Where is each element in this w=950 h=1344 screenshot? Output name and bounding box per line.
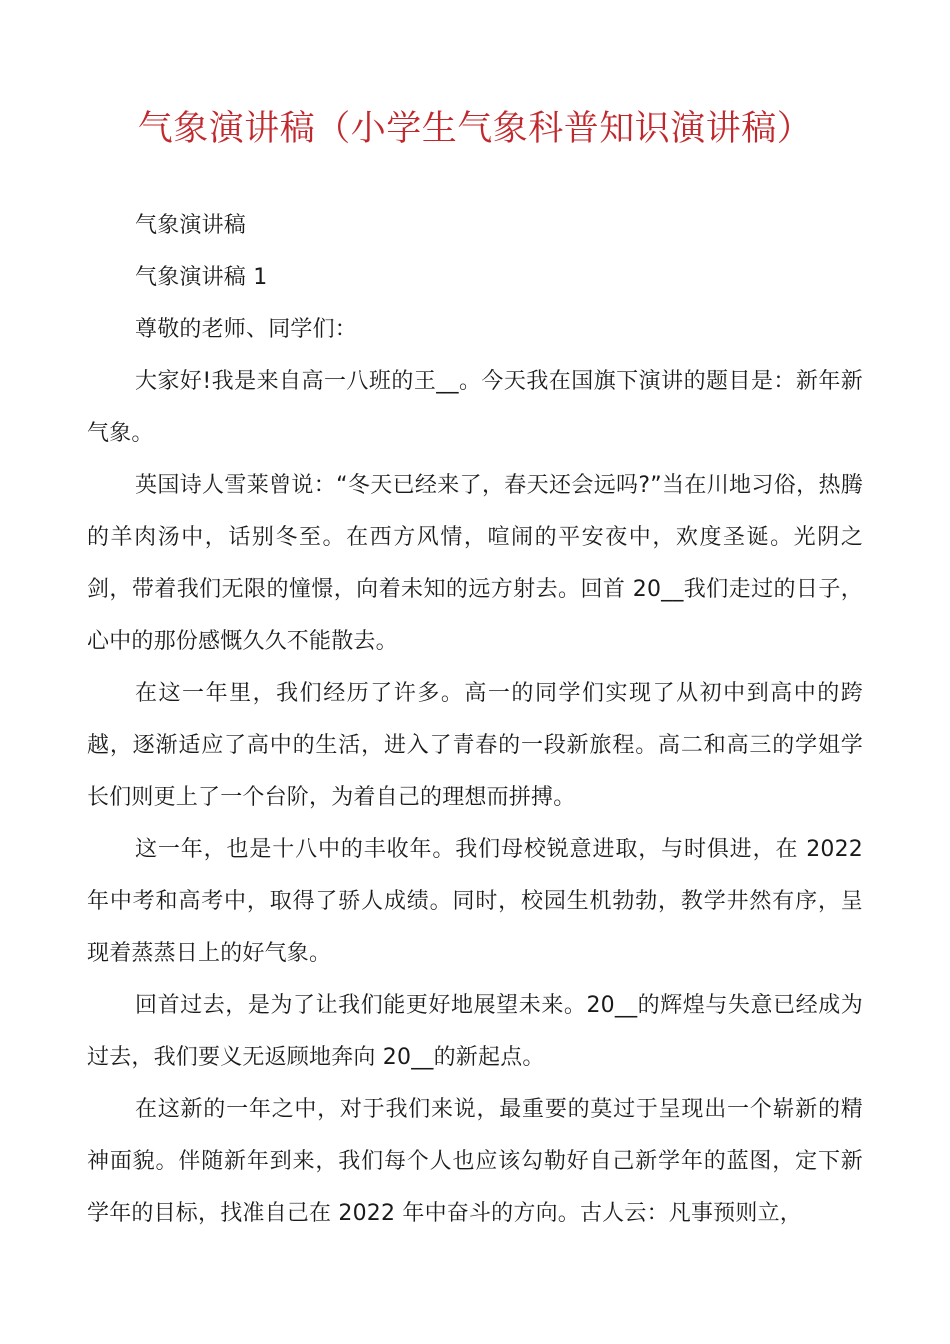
salutation: 尊敬的老师、同学们： bbox=[135, 317, 358, 342]
paragraph: 在这新的一年之中，对于我们来说，最重要的莫过于呈现出一个崭新的精神面貌。伴随新年到来，我们每个人也应该勾勒好自己新学年的蓝图，定下新学年的目标，找准自己在 2022 年中奋斗的方向。古人云：凡事预则立， bbox=[87, 1097, 863, 1226]
paragraph: 在这一年里，我们经历了许多。高一的同学们实现了从初中到高中的跨越，逐渐适应了高中的生活，进入了青春的一段新旅程。高二和高三的学姐学长们则更上了一个台阶，为着自己的理想而拼搏。 bbox=[87, 681, 863, 810]
document-title: 气象演讲稿（小学生气象科普知识演讲稿） bbox=[137, 109, 813, 149]
document-body bbox=[87, 200, 863, 1240]
paragraph: 大家好!我是来自高一八班的王__。今天我在国旗下演讲的题目是：新年新气象。 bbox=[87, 369, 863, 446]
speech-heading: 气象演讲稿 1 bbox=[135, 265, 268, 290]
section-heading: 气象演讲稿 bbox=[135, 213, 247, 238]
paragraph: 这一年，也是十八中的丰收年。我们母校锐意进取，与时俱进，在 2022 年中考和高考中，取得了骄人成绩。同时，校园生机勃勃，教学井然有序，呈现着蒸蒸日上的好气象。 bbox=[87, 837, 863, 966]
paragraph: 英国诗人雪莱曾说：“冬天已经来了，春天还会远吗?”当在川地习俗，热腾的羊肉汤中，话别冬至。在西方风情，喧闹的平安夜中，欢度圣诞。光阴之剑，带着我们无限的憧憬，向着未知的远方射去。回首 20__我们走过的日子，心中的那份感慨久久不能散去。 bbox=[87, 473, 863, 654]
paragraph: 回首过去，是为了让我们能更好地展望未来。20__的辉煌与失意已经成为过去，我们要义无返顾地奔向 20__的新起点。 bbox=[87, 993, 863, 1070]
